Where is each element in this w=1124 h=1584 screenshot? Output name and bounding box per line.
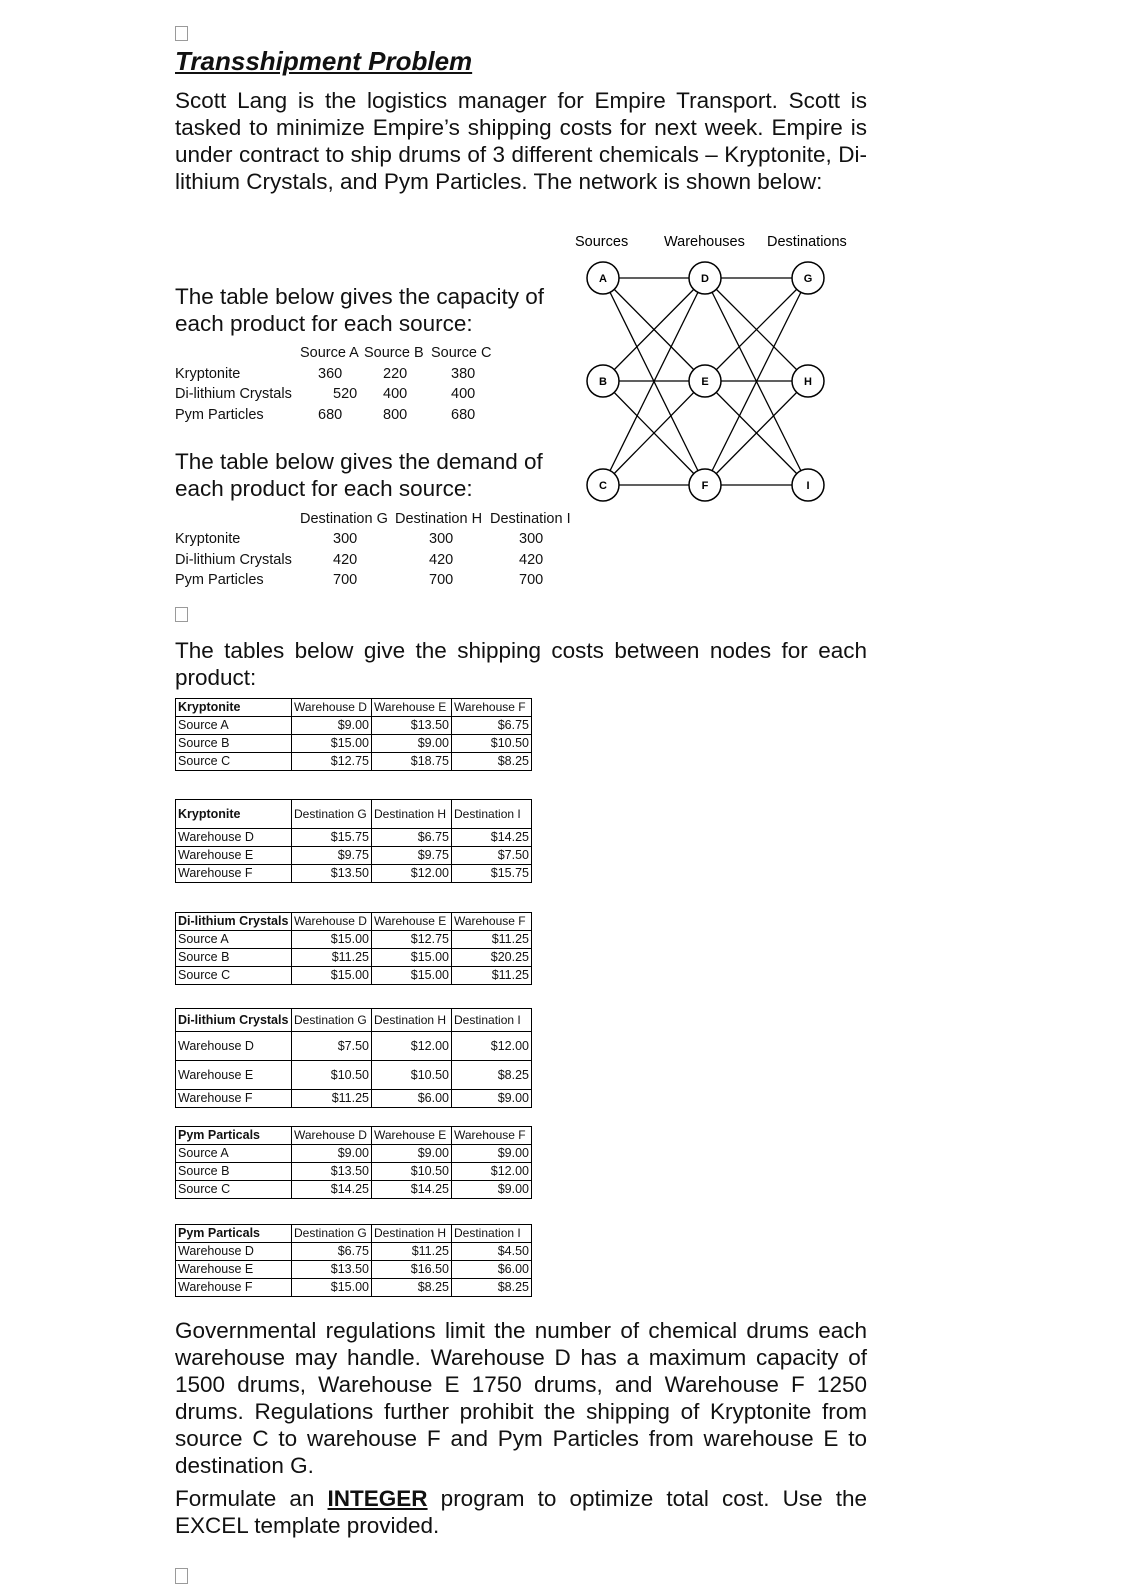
cost-table-row-label: Source C bbox=[176, 753, 292, 771]
cost-cell: $9.00 bbox=[452, 1145, 532, 1163]
cost-table-column-header: Destination I bbox=[452, 1225, 532, 1243]
cost-table-column-header: Warehouse E bbox=[372, 913, 452, 931]
cost-cell: $15.75 bbox=[292, 829, 372, 847]
cost-table-row-label: Source B bbox=[176, 949, 292, 967]
demand-col-destination-h: Destination H bbox=[395, 511, 483, 527]
cost-table-row-label: Source C bbox=[176, 967, 292, 985]
cost-cell: $12.00 bbox=[372, 865, 452, 883]
cost-table-column-header: Warehouse D bbox=[292, 913, 372, 931]
capacity-row-kryptonite: Kryptonite 360 220 380 bbox=[175, 366, 476, 382]
cost-table-column-header: Warehouse F bbox=[452, 913, 532, 931]
cost-cell: $13.50 bbox=[292, 1163, 372, 1181]
table-row bbox=[176, 847, 532, 865]
table-row bbox=[176, 931, 532, 949]
cost-table-row-label: Warehouse D bbox=[176, 1243, 292, 1261]
cost-cell: $6.75 bbox=[452, 717, 532, 735]
shipping-costs-heading: The tables below give the shipping costs between nodes for each product: bbox=[175, 638, 867, 690]
table-row bbox=[176, 865, 532, 883]
cost-cell: $9.00 bbox=[372, 735, 452, 753]
cost-table-column-header: Destination G bbox=[292, 800, 372, 829]
table-row bbox=[176, 1181, 532, 1199]
cost-cell: $10.50 bbox=[292, 1061, 372, 1090]
destination-node-label: G bbox=[803, 273, 813, 285]
cost-table-column-header: Warehouse E bbox=[372, 699, 452, 717]
cost-cell: $15.75 bbox=[452, 865, 532, 883]
destination-node-label: I bbox=[806, 480, 810, 492]
cost-cell: $15.00 bbox=[292, 735, 372, 753]
cost-cell: $11.25 bbox=[372, 1243, 452, 1261]
cost-cell: $9.00 bbox=[452, 1090, 532, 1108]
cost-table-product: Pym Particals bbox=[176, 1225, 292, 1243]
warehouse-node-label: D bbox=[701, 273, 709, 285]
source-node-label: C bbox=[599, 480, 607, 492]
table-row bbox=[176, 717, 532, 735]
cost-cell: $10.50 bbox=[372, 1163, 452, 1181]
cost-cell: $10.50 bbox=[372, 1061, 452, 1090]
table-row bbox=[176, 753, 532, 771]
checkbox[interactable] bbox=[175, 1568, 188, 1584]
cost-cell: $8.25 bbox=[452, 1279, 532, 1297]
demand-col-destination-g: Destination G bbox=[300, 511, 388, 527]
capacity-col-source-c: Source C bbox=[431, 345, 492, 361]
cost-cell: $11.25 bbox=[452, 967, 532, 985]
cost-cell: $6.00 bbox=[372, 1090, 452, 1108]
cost-cell: $15.00 bbox=[372, 949, 452, 967]
regulations-paragraph: Governmental regulations limit the number of chemical drums each warehouse may handle. Warehouse D has a maximum capacity of 1500 drums, Warehouse E 1750 drums, and Warehouse F 1250 drums. Regulations further prohibit the shipping of Kryptonite from source C to warehouse F and Pym Particles from warehouse E to destination G. bbox=[175, 1318, 867, 1478]
pym-source-warehouse-costs bbox=[175, 1126, 532, 1199]
cost-table-product: Di-lithium Crystals bbox=[176, 913, 292, 931]
dilithium-source-warehouse-costs bbox=[175, 912, 532, 985]
cost-cell: $12.75 bbox=[292, 753, 372, 771]
dilithium-warehouse-destination-costs bbox=[175, 1008, 532, 1108]
cost-cell: $9.75 bbox=[292, 847, 372, 865]
table-row bbox=[176, 1090, 532, 1108]
cost-table-column-header: Warehouse F bbox=[452, 699, 532, 717]
cost-cell: $14.25 bbox=[452, 829, 532, 847]
cost-cell: $12.00 bbox=[452, 1163, 532, 1181]
cost-cell: $16.50 bbox=[372, 1261, 452, 1279]
cost-table-row-label: Source C bbox=[176, 1181, 292, 1199]
cost-table-product: Kryptonite bbox=[176, 800, 292, 829]
cost-cell: $9.00 bbox=[292, 717, 372, 735]
destination-node-label: H bbox=[804, 376, 812, 388]
cost-cell: $13.50 bbox=[372, 717, 452, 735]
table-row bbox=[176, 735, 532, 753]
cost-table-column-header: Destination G bbox=[292, 1225, 372, 1243]
cost-table-row-label: Warehouse D bbox=[176, 1032, 292, 1061]
cost-cell: $6.00 bbox=[452, 1261, 532, 1279]
cost-cell: $6.75 bbox=[372, 829, 452, 847]
capacity-col-source-b: Source B bbox=[364, 345, 424, 361]
cost-table-column-header: Warehouse D bbox=[292, 1127, 372, 1145]
capacity-row-pym: Pym Particles 680 800 680 bbox=[175, 407, 476, 423]
network-header-sources: Sources bbox=[575, 234, 629, 250]
cost-cell: $9.00 bbox=[292, 1145, 372, 1163]
cost-cell: $15.00 bbox=[372, 967, 452, 985]
cost-table-row-label: Warehouse F bbox=[176, 865, 292, 883]
table-row bbox=[176, 1261, 532, 1279]
cost-table-column-header: Destination H bbox=[372, 800, 452, 829]
cost-cell: $11.25 bbox=[292, 1090, 372, 1108]
cost-table-row-label: Warehouse F bbox=[176, 1090, 292, 1108]
table-row bbox=[176, 967, 532, 985]
cost-table-column-header: Destination I bbox=[452, 800, 532, 829]
cost-table-row-label: Source B bbox=[176, 735, 292, 753]
cost-table-row-label: Source B bbox=[176, 1163, 292, 1181]
table-row bbox=[176, 829, 532, 847]
capacity-row-dilithium: Di-lithium Crystals 520 400 400 bbox=[175, 386, 476, 402]
cost-cell: $9.00 bbox=[372, 1145, 452, 1163]
warehouse-node-label: F bbox=[701, 480, 709, 492]
checkbox[interactable] bbox=[175, 26, 188, 41]
source-node-label: B bbox=[599, 376, 607, 388]
cost-cell: $9.00 bbox=[452, 1181, 532, 1199]
demand-row-kryptonite: Kryptonite 300 300 300 bbox=[175, 531, 544, 547]
cost-cell: $12.75 bbox=[372, 931, 452, 949]
cost-cell: $13.50 bbox=[292, 1261, 372, 1279]
capacity-heading: The table below gives the capacity of each product for each source: bbox=[175, 284, 544, 336]
table-row bbox=[176, 1163, 532, 1181]
cost-cell: $4.50 bbox=[452, 1243, 532, 1261]
network-header-warehouses: Warehouses bbox=[664, 234, 745, 250]
kryptonite-warehouse-destination-costs bbox=[175, 799, 532, 883]
cost-table-column-header: Warehouse D bbox=[292, 699, 372, 717]
cost-cell: $15.00 bbox=[292, 1279, 372, 1297]
cost-table-row-label: Warehouse F bbox=[176, 1279, 292, 1297]
cost-table-column-header: Warehouse F bbox=[452, 1127, 532, 1145]
cost-table-column-header: Destination H bbox=[372, 1225, 452, 1243]
demand-row-pym: Pym Particles 700 700 700 bbox=[175, 572, 544, 588]
network-header-destinations: Destinations bbox=[767, 234, 847, 250]
cost-cell: $6.75 bbox=[292, 1243, 372, 1261]
cost-table-product: Kryptonite bbox=[176, 699, 292, 717]
cost-table-product: Di-lithium Crystals bbox=[176, 1009, 292, 1032]
cost-cell: $7.50 bbox=[292, 1032, 372, 1061]
cost-table-row-label: Warehouse E bbox=[176, 1261, 292, 1279]
cost-cell: $12.00 bbox=[372, 1032, 452, 1061]
cost-table-product: Pym Particals bbox=[176, 1127, 292, 1145]
cost-cell: $20.25 bbox=[452, 949, 532, 967]
cost-cell: $15.00 bbox=[292, 931, 372, 949]
table-row bbox=[176, 1243, 532, 1261]
cost-table-row-label: Source A bbox=[176, 717, 292, 735]
cost-cell: $11.25 bbox=[292, 949, 372, 967]
cost-cell: $10.50 bbox=[452, 735, 532, 753]
warehouse-node-label: E bbox=[701, 376, 709, 388]
cost-table-row-label: Warehouse E bbox=[176, 1061, 292, 1090]
cost-cell: $9.75 bbox=[372, 847, 452, 865]
cost-cell: $14.25 bbox=[292, 1181, 372, 1199]
cost-table-row-label: Source A bbox=[176, 931, 292, 949]
table-row bbox=[176, 1032, 532, 1061]
pym-warehouse-destination-costs bbox=[175, 1224, 532, 1297]
table-row bbox=[176, 1061, 532, 1090]
source-node-label: A bbox=[599, 273, 607, 285]
cost-table-row-label: Warehouse E bbox=[176, 847, 292, 865]
cost-cell: $8.25 bbox=[452, 753, 532, 771]
demand-row-dilithium: Di-lithium Crystals 420 420 420 bbox=[175, 552, 544, 568]
cost-cell: $14.25 bbox=[372, 1181, 452, 1199]
transshipment-network-diagram bbox=[575, 230, 865, 510]
intro-paragraph: Scott Lang is the logistics manager for Empire Transport. Scott is tasked to minimize Empire’s shipping costs for next week. Empire is under contract to ship drums of 3 different chemicals – Kryptonite, Di-lithium Crystals, and Pym Particles. The network is shown below: bbox=[175, 88, 867, 194]
cost-cell: $7.50 bbox=[452, 847, 532, 865]
checkbox[interactable] bbox=[175, 607, 188, 622]
demand-col-destination-i: Destination I bbox=[490, 511, 571, 527]
kryptonite-source-warehouse-costs bbox=[175, 698, 532, 771]
cost-cell: $11.25 bbox=[452, 931, 532, 949]
cost-cell: $15.00 bbox=[292, 967, 372, 985]
cost-table-row-label: Source A bbox=[176, 1145, 292, 1163]
table-row bbox=[176, 949, 532, 967]
table-row bbox=[176, 1145, 532, 1163]
cost-table-column-header: Warehouse E bbox=[372, 1127, 452, 1145]
capacity-col-source-a: Source A bbox=[300, 345, 359, 361]
table-row bbox=[176, 1279, 532, 1297]
cost-cell: $12.00 bbox=[452, 1032, 532, 1061]
cost-table-column-header: Destination H bbox=[372, 1009, 452, 1032]
formulate-instruction: Formulate an INTEGER program to optimize total cost. Use the EXCEL template provided. bbox=[175, 1486, 868, 1538]
cost-cell: $8.25 bbox=[372, 1279, 452, 1297]
document-title: Transshipment Problem bbox=[175, 46, 473, 76]
cost-cell: $8.25 bbox=[452, 1061, 532, 1090]
demand-heading: The table below gives the demand of each product for each source: bbox=[175, 449, 543, 501]
cost-cell: $18.75 bbox=[372, 753, 452, 771]
cost-table-column-header: Destination I bbox=[452, 1009, 532, 1032]
cost-table-column-header: Destination G bbox=[292, 1009, 372, 1032]
cost-cell: $13.50 bbox=[292, 865, 372, 883]
cost-table-row-label: Warehouse D bbox=[176, 829, 292, 847]
integer-emphasis: INTEGER bbox=[327, 1486, 428, 1511]
